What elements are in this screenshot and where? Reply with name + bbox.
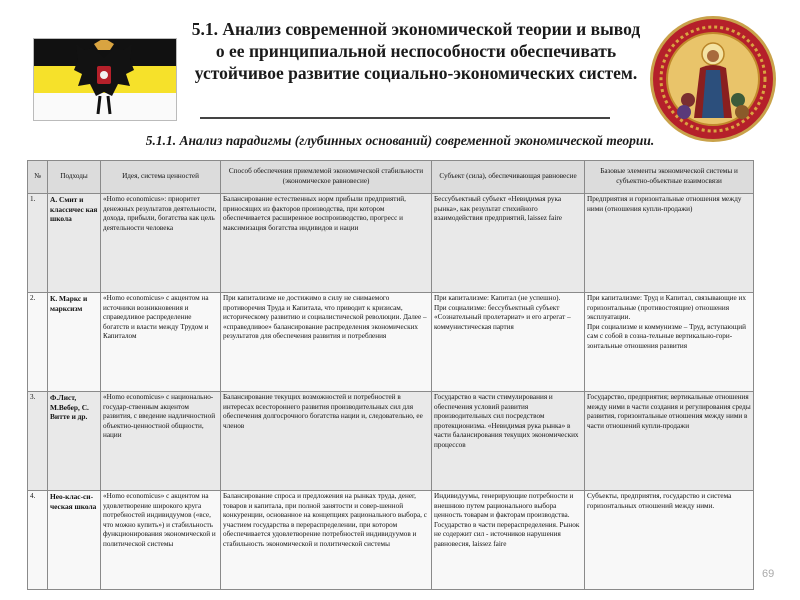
row-subject: При капитализме: Капитал (не успешно). При социализме: бессубъектный субъект «Сознательный пролетариат» и его агрегат – коммунистическая партия: [432, 293, 585, 392]
title-underline: [200, 117, 610, 119]
saint-roundel-icon: [648, 14, 778, 144]
row-approach: К. Маркс и марксизм: [48, 293, 101, 392]
row-elements: При капитализме: Труд и Капитал, связывающие их горизонтальные (противостоящие) отношения эксплуатации. При социализме и коммунизме – Труд, вступающий сам с собой в созна-тельные вертикально-гори-зонтальные отношения развития: [585, 293, 754, 392]
row-number: 1.: [28, 194, 48, 293]
row-method: Балансирование естественных норм прибыли предприятий, приносящих из факторов производства, при котором обеспечивается расширенное воспроизводство, прогресс и максимизация богатства индивидов и нации: [221, 194, 432, 293]
row-method: Балансирование текущих возможностей и потребностей в интересах всестороннего развития производительных сил для обеспечения долгосрочного богатства нации и, следовательно, ее членов: [221, 392, 432, 491]
header-approach: Подходы: [48, 161, 101, 194]
header-number: №: [28, 161, 48, 194]
row-idea: «Homo economicus» с национально-государ-ственным акцентом развития, с введение надличностной объектно-ценностной общности, нации: [101, 392, 221, 491]
page-number: 69: [762, 568, 775, 580]
religious-icon-image: [648, 14, 778, 144]
row-number: 4.: [28, 491, 48, 590]
row-subject: Индивидуумы, генерирующие потребности и внешнюю путем рационального выбора ценность товарам и факторам производства. Государство в части перераспределения. Рынок не содержит сил - источников нарушения равновесия, laissez faire: [432, 491, 585, 590]
row-idea: «Homo economicus» с акцентом на удовлетворение широкого круга потребностей индивидуумов («все, что можно купить») и стабильность функционирования экономической и политической системы: [101, 491, 221, 590]
header-idea: Идея, система ценностей: [101, 161, 221, 194]
row-method: При капитализме не достижимо в силу не снимаемого противоречия Труда и Капитала, что приводит к кризисам, историческому развитию и социалистической революции. Далее – «справедливое» балансирование распределения экономических результатов для обеспечения развития и потребления: [221, 293, 432, 392]
imperial-flag-image: [33, 38, 177, 121]
row-approach: А. Смит и классичес кая школа: [48, 194, 101, 293]
row-elements: Субъекты, предприятия, государство и система горизонтальных отношений между ними.: [585, 491, 754, 590]
slide-subtitle: 5.1.1. Анализ парадигмы (глубинных оснований) современной экономической теории.: [145, 133, 655, 148]
row-subject: Бессубъектный субъект «Невидимая рука рынка», как результат стихийного взаимодействия предприятий, laissez faire: [432, 194, 585, 293]
table-row: [28, 491, 754, 590]
row-number: 2.: [28, 293, 48, 392]
row-approach: Нео-клас-си-ческая школа: [48, 491, 101, 590]
header-elements: Базовые элементы экономической системы и субъектно-объектные взаимосвязи: [585, 161, 754, 194]
paradigm-table: [27, 160, 754, 590]
table-row: [28, 392, 754, 491]
row-idea: «Homo economicus» с акцентом на источники возникновения и справедливое распределение богатств и власти между Трудом и Капиталом: [101, 293, 221, 392]
row-subject: Государство в части стимулирования и обеспечения условий развития производительных сил посредством протекционизма. «Невидимая рука рынка» в части балансирования текущих экономических процессов: [432, 392, 585, 491]
table-header-row: [28, 161, 754, 194]
header-method: Способ обеспечения приемлемой экономической стабильности (экономическое равновесие): [221, 161, 432, 194]
table-row: [28, 194, 754, 293]
row-idea: «Homo economicus»: приоритет денежных результатов деятельности, дохода, прибыли, богатства как цель деятельности человека: [101, 194, 221, 293]
slide-title: 5.1. Анализ современной экономической теории и вывод о ее принципиальной неспособности обеспечивать устойчивое развитие социально-экономических систем.: [191, 19, 641, 83]
row-number: 3.: [28, 392, 48, 491]
table-row: [28, 293, 754, 392]
row-method: Балансирование спроса и предложения на рынках труда, денег, товаров и капитала, при полной занятости и совер-шенной конкуренции, основанное на концепциях рационального выбора, с участием государства в перераспределении, при котором обеспечивается удовлетворение потребностей индивидуумов и стабильность экономической и политической системы: [221, 491, 432, 590]
header-subject: Субъект (сила), обеспечивающая равновесие: [432, 161, 585, 194]
row-approach: Ф.Лист, М.Вебер, С. Витте и др.: [48, 392, 101, 491]
row-elements: Государство, предприятия; вертикальные отношения между ними в части создания и регулирования среды развития, горизонтальные отношения между ними в части отношений купли-продажи: [585, 392, 754, 491]
double-headed-eagle-icon: [72, 40, 136, 120]
row-elements: Предприятия и горизонтальные отношения между ними (отношения купли-продажи): [585, 194, 754, 293]
